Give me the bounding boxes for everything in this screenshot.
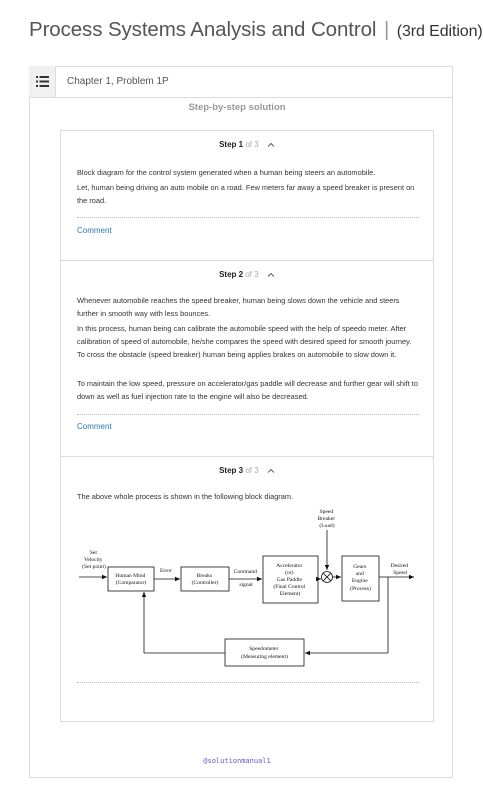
step-paragraph: In this process, human being can calibrate the automobile speed with the help of speedo meter. After calibration of speed of automobile, he/she compares the speed with desired speed for smooth journey. To cross the obstacle (speed breaker) human being applies brakes on automobile to slow down it. [77,324,412,359]
error-label: Error [160,568,172,574]
comment-link[interactable]: Comment [77,226,112,235]
speedometer-label: Speedometer (Measuring element) [241,646,288,660]
book-edition: (3rd Edition) [396,23,483,40]
divider [77,682,419,683]
speed-breaker-label: Speed Breaker (Load) [317,509,336,529]
step-header-3[interactable] [61,466,433,475]
step-number: Step 3 [219,466,244,475]
title-separator: | [383,18,390,41]
step-count: of 3 [245,140,259,149]
step-paragraph: Block diagram for the control system generated when a human being steers an automobile. [77,168,376,177]
step-count: of 3 [245,270,259,279]
watermark: @solutionmanual1 [203,757,271,765]
divider [77,217,419,218]
chevron-up-icon[interactable] [267,272,275,277]
human-mind-block [108,567,154,591]
set-velocity-label: Set Velocity (Set point) [82,550,106,570]
step-paragraph: The above whole process is shown in the following block diagram. [77,492,294,501]
step-number: Step 1 [219,140,244,149]
command-signal-label: Command signal [233,569,257,588]
desired-speed-label: Desired Speed [390,563,408,576]
step-count: of 3 [245,466,259,475]
accelerator-label: Accelerator (or) Gas Paddle (Final Control Element) [273,563,306,597]
comment-link[interactable]: Comment [77,422,112,431]
step-by-step-heading: Step-by-step solution [188,102,286,113]
book-title [29,18,483,42]
divider [77,414,419,415]
breaks-label: Breaks (Controller) [191,573,219,586]
step-number: Step 2 [219,270,244,279]
human-mind-label: Human Mind (Comparator) [115,573,147,586]
breaks-block [181,567,229,591]
step-paragraph: Let, human being driving an auto mobile on a road. Few meters far away a speed breaker is present on the road. [77,183,415,205]
step-card-1 [60,130,434,261]
chapter-problem-label[interactable]: Chapter 1, Problem 1P [67,76,169,87]
step-header-1[interactable] [61,140,433,149]
step-header-2[interactable] [61,270,433,279]
book-title-text: Process Systems Analysis and Control [29,18,377,41]
chapter-bar [29,66,453,98]
speedometer-block [225,639,304,666]
menu-button[interactable] [29,66,56,97]
step-paragraph: To maintain the low speed, pressure on accelerator/gas paddle will decrease and further gear will shift to down as well as fuel injection rate to the engine will also be decreased. [77,379,418,401]
gears-engine-label: Gears and Engine (Process) [350,564,371,592]
chevron-up-icon[interactable] [267,468,275,473]
chevron-up-icon[interactable] [267,142,275,147]
step-card-2 [60,260,434,457]
block-diagram [62,505,422,675]
list-menu-icon [36,76,49,87]
step-paragraph: Whenever automobile reaches the speed breaker, human being slows down the vehicle and steers further in smooth way with less bounces. [77,296,400,318]
